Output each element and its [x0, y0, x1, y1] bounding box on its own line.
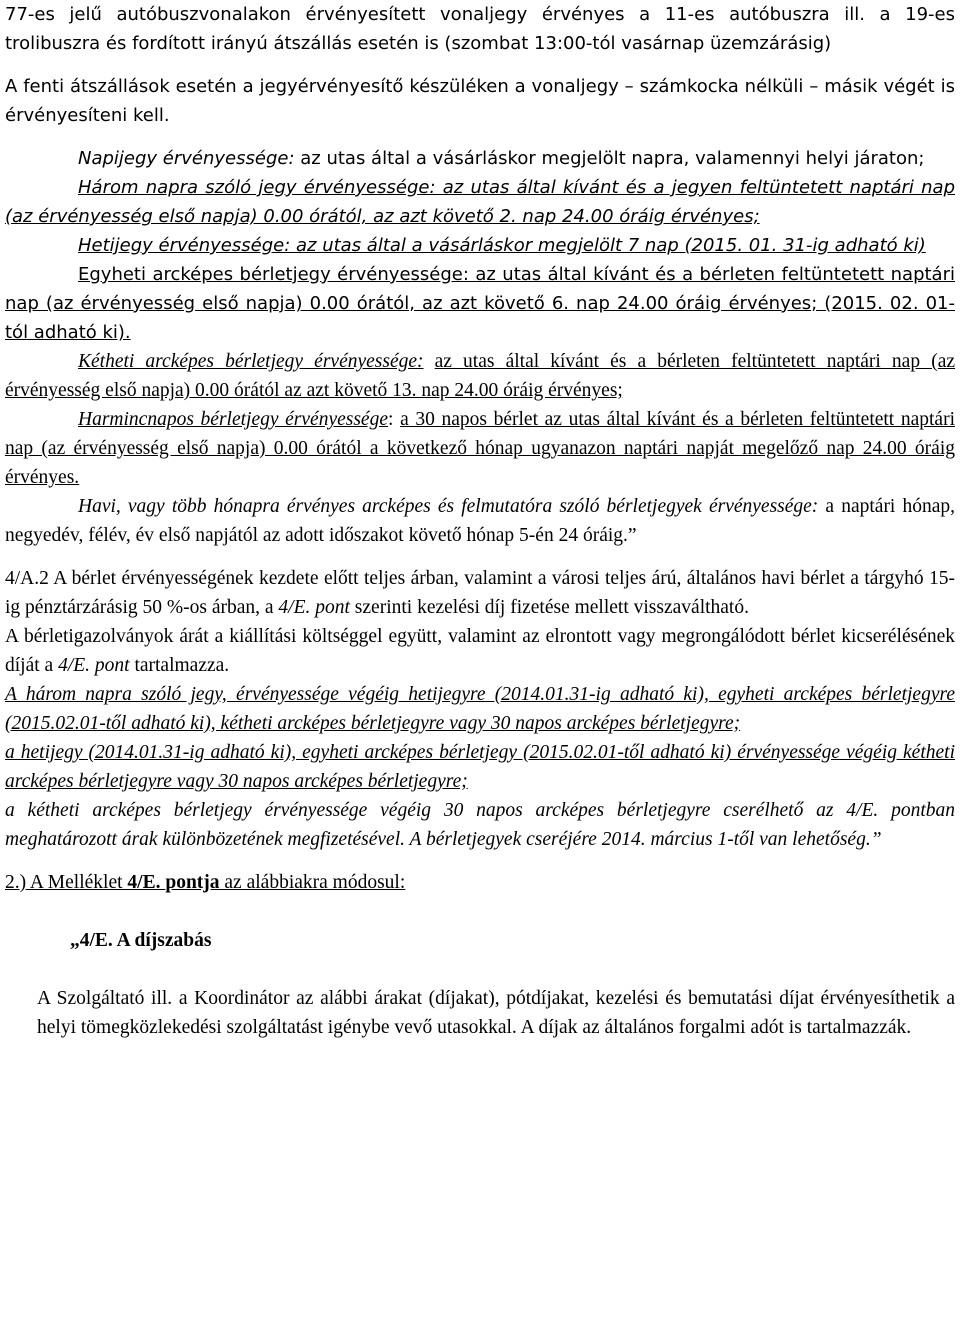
paragraph-berletigazolvany: [5, 622, 955, 680]
berletigazolvany-reference: 4/E. pont: [58, 655, 130, 676]
melleklet-text-3: az alábbiakra módosul:: [219, 872, 406, 893]
melleklet-reference-2: pontja: [165, 872, 220, 893]
spacer: [5, 130, 955, 144]
p4a2-reference: 4/E. pont: [278, 597, 350, 618]
paragraph-havi: [5, 492, 955, 550]
text-line: trolibuszra és fordított irányú átszállás esetén is (szombat 13:00-tól vasárnap üzemzárásig): [5, 33, 832, 54]
paragraph-final: A Szolgáltató ill. a Koordinátor az alábbi árakat (díjakat), pótdíjakat, kezelési és bemutatási díjat érvényesíthetik a helyi tömegközlekedési szolgáltatást igénybe vevő utasokkal. A díjak az általános forgalmi adót is tartalmazzák.: [37, 988, 955, 1038]
spacer: [5, 550, 955, 564]
paragraph-ketheti: [5, 347, 955, 405]
harmincnapos-colon: :: [388, 409, 401, 430]
ketheti-text: az utas által kívánt és a bérleten feltüntetett naptári nap (az érvényesség első napja) 0.00 órától az azt követő 13. nap 24.00 óráig érvényes;: [5, 351, 956, 401]
paragraph-csere-2: a hetijegy (2014.01.31-ig adható ki), egyheti arcképes bérletjegy (2015.02.01-től adható ki) érvényessége végéig kétheti arcképes bérletjegyre vagy 30 napos arcképes bérletjegyre;: [5, 742, 955, 792]
paragraph-transfer-1: [5, 0, 955, 58]
p4a2-text-2: szerinti kezelési díj fizetése mellett visszaváltható.: [349, 597, 749, 618]
melleklet-number: 2.): [5, 872, 27, 893]
spacer: [5, 58, 955, 72]
paragraph-napijegy: [5, 144, 955, 173]
harmincnapos-text: a 30 napos bérlet az utas által kívánt és a bérleten feltüntetett naptári nap (az érvényesség első napja) 0.00 órától a következő hónap ugyanazon naptári napját megelőző nap 24.00 óráig érvényes.: [5, 409, 955, 488]
melleklet-reference: 4/E.: [127, 872, 161, 893]
paragraph-egyheti: Egyheti arcképes bérletjegy érvényessége: az utas által kívánt és a bérleten feltüntetett naptári nap (az érvényesség első napja) 0.00 órától, az azt követő 6. nap 24.00 óráig érvényes; (2015. 02. 01-tól adható ki).: [5, 264, 955, 343]
paragraph-harom-napra: Három napra szóló jegy érvényessége: az utas által kívánt és a jegyen feltüntetett naptári nap (az érvényesség első napja) 0.00 órától, az azt követő 2. nap 24.00 óráig érvényes;: [5, 177, 955, 227]
section-heading: „4/E. A díjszabás: [70, 930, 212, 951]
p4a2-text-1: 4/A.2 A bérlet érvényességének kezdete előtt teljes árban, valamint a városi teljes árú, általános havi bérlet a tárgyhó 15-ig pénztárzárásig 50 %-os árban, a: [5, 568, 955, 618]
spacer: [5, 854, 955, 868]
napijegy-label: Napijegy érvényessége:: [78, 148, 295, 169]
napijegy-text: az utas által a vásárláskor megjelölt napra, valamennyi helyi járaton;: [294, 148, 925, 169]
paragraph-transfer-2: A fenti átszállások esetén a jegyérvényesítő készüléken a vonaljegy – számkocka nélküli – másik végét is érvényesíteni kell.: [5, 76, 955, 126]
paragraph-hetijegy: Hetijegy érvényessége: az utas által a vásárláskor megjelölt 7 nap (2015. 01. 31-ig adható ki): [78, 235, 926, 256]
harmincnapos-label: Harmincnapos bérletjegy érvényessége: [78, 409, 388, 430]
paragraph-csere-3: a kétheti arcképes bérletjegy érvényessége végéig 30 napos arcképes bérletjegyre cserélhető az 4/E. pontban meghatározott árak különbözetének megfizetésével. A bérletjegyek cseréjére 2014. március 1-től van lehetőség.”: [5, 800, 955, 850]
spacer: [5, 897, 955, 926]
ketheti-label: Kétheti arcképes bérletjegy érvényessége:: [78, 351, 424, 372]
spacer: [5, 955, 955, 984]
paragraph-melleklet: [5, 868, 955, 897]
havi-text: a naptári hónap, negyedév, félév, év első napjától az adott időszakot követő hónap 5-én 24 óráig.”: [5, 496, 956, 546]
havi-label: Havi, vagy több hónapra érvényes arcképes és felmutatóra szóló bérletjegyek érvényessége:: [78, 496, 819, 517]
paragraph-csere-1: A három napra szóló jegy, érvényessége végéig hetijegyre (2014.01.31-ig adható ki), egyheti arcképes bérletjegyre (2015.02.01-től adható ki), kétheti arcképes bérletjegyre vagy 30 napos arcképes bérletjegyre;: [5, 684, 955, 734]
text-line: 77-es jelű autóbuszvonalakon érvényesített vonaljegy érvényes a 11-es autóbuszra ill. a 19-es: [5, 4, 955, 25]
paragraph-harmincnapos: [5, 405, 955, 492]
melleklet-text-1: A Melléklet: [26, 872, 128, 893]
paragraph-4a2: [5, 564, 955, 622]
berletigazolvany-text-1: A bérletigazolványok árát a kiállítási költséggel együtt, valamint az elrontott vagy megrongálódott bérlet kicserélésének díját a: [5, 626, 955, 676]
berletigazolvany-text-2: tartalmazza.: [129, 655, 230, 676]
